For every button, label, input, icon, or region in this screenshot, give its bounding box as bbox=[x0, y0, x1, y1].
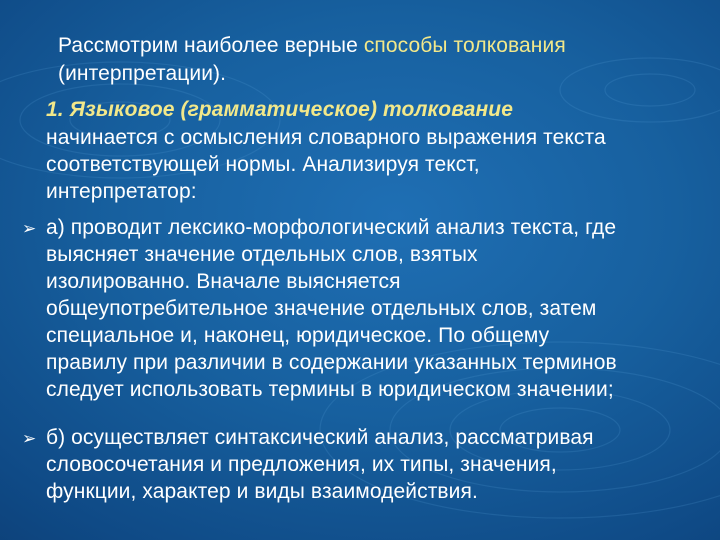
bullet-b-line: б) осуществляет синтаксический анализ, рассматривая bbox=[46, 426, 594, 449]
bullet-a-line: специальное и, наконец, юридическое. По общему bbox=[46, 324, 550, 347]
intro-line-1 bbox=[58, 32, 566, 59]
section-heading: 1. Языковое (грамматическое) толкование bbox=[46, 98, 514, 121]
bullet-a-line: общеупотребительное значение отдельных слов, затем bbox=[46, 297, 597, 320]
lead-line: соответствующей нормы. Анализируя текст, bbox=[46, 153, 480, 176]
lead-line: интерпретатор: bbox=[46, 180, 197, 203]
intro-accent-text: способы толкования bbox=[363, 34, 566, 57]
intro-line-2: (интерпретации). bbox=[58, 62, 227, 85]
lead-line: начинается с осмысления словарного выражения текста bbox=[46, 126, 606, 149]
arrow-bullet-icon: ➢ bbox=[22, 219, 37, 238]
bullet-a-line: а) проводит лексико-морфологический анализ текста, где bbox=[46, 216, 617, 239]
bullet-b-line: словосочетания и предложения, их типы, значения, bbox=[46, 453, 557, 476]
bullet-b-line: функции, характер и виды взаимодействия. bbox=[46, 480, 478, 503]
intro-text: Рассмотрим наиболее верные bbox=[58, 34, 364, 57]
bullet-a-line: правилу при различии в содержании указанных терминов bbox=[46, 351, 617, 374]
bullet-a-line: следует использовать термины в юридическом значении; bbox=[46, 378, 614, 401]
arrow-bullet-icon: ➢ bbox=[22, 429, 37, 448]
bullet-a-line: выясняет значение отдельных слов, взятых bbox=[46, 243, 478, 266]
bullet-a-line: изолированно. Вначале выясняется bbox=[46, 270, 401, 293]
